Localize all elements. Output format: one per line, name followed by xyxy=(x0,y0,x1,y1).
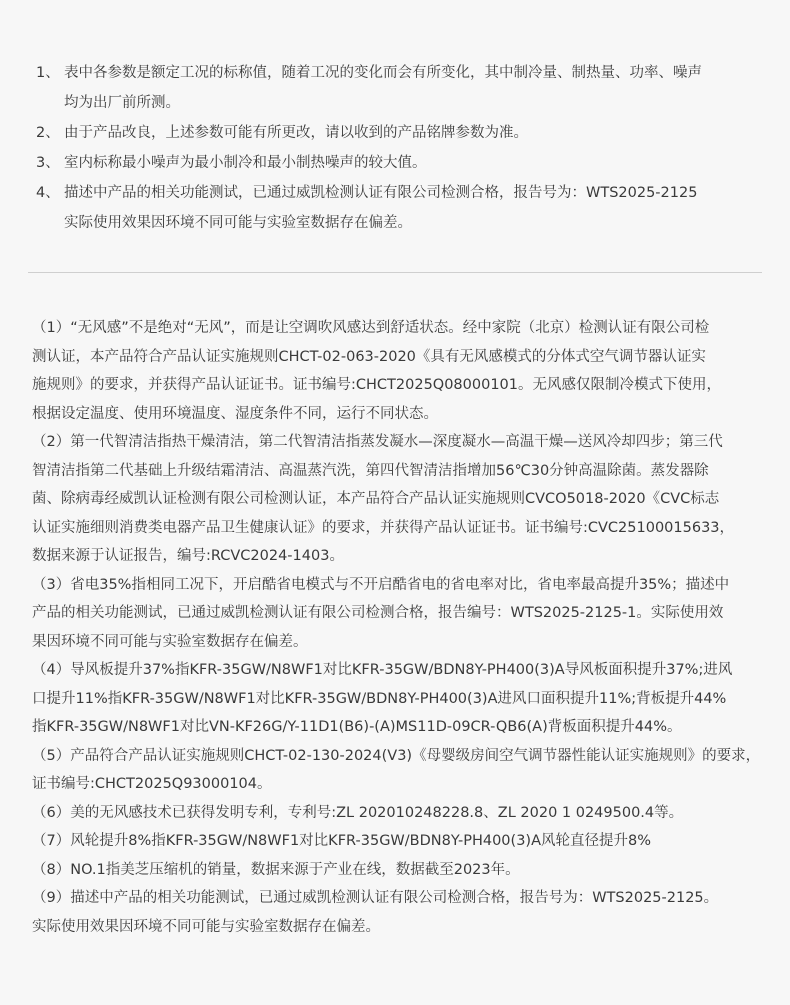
footnote-line: 产品的相关功能测试，已通过威凯检测认证有限公司检测合格，报告编号：WTS2025-2125-1。实际使用效 xyxy=(32,605,724,621)
footnote-4 xyxy=(32,656,770,742)
footnote-line: 菌、除病毒经威凯认证检测有限公司检测认证，本产品符合产品认证实施规则CVCO5018-2020《CVC标志 xyxy=(32,491,720,507)
footnote-line: 数据来源于认证报告，编号:RCVC2024-1403。 xyxy=(32,548,344,564)
note-item xyxy=(36,58,766,118)
footnote-line: （7）风轮提升8%指KFR-35GW/N8WF1对比KFR-35GW/BDN8Y-PH400(3)A风轮直径提升8% xyxy=(32,833,651,849)
notes-list xyxy=(36,58,766,238)
footnote-line: （9）描述中产品的相关功能测试，已通过威凯检测认证有限公司检测合格，报告号为：WTS2025-2125。 xyxy=(32,890,719,906)
footnote-line: 施规则》的要求，并获得产品认证证书。证书编号:CHCT2025Q08000101。无风感仅限制冷模式下使用， xyxy=(32,377,722,393)
note-item xyxy=(36,178,766,238)
footnote-line: （8）NO.1指美芝压缩机的销量，数据来源于产业在线，数据截至2023年。 xyxy=(32,861,520,878)
footnote-line: 智清洁指第二代基础上升级结霜清洁、高温蒸汽洗，第四代智清洁指增加56℃30分钟高温除菌。蒸发器除 xyxy=(32,462,709,479)
footnote-line: 果因环境不同可能与实验室数据存在偏差。 xyxy=(32,633,308,650)
footnote-7 xyxy=(32,827,770,856)
note-text: 表中各参数是额定工况的标称值，随着工况的变化而会有所变化，其中制冷量、制热量、功率、噪声 xyxy=(64,65,702,81)
footnote-line: （5）产品符合产品认证实施规则CHCT-02-130-2024(V3)《母婴级房间空气调节器性能认证实施规则》的要求， xyxy=(32,747,761,764)
note-number: 3、 xyxy=(36,155,60,171)
footnote-line: 根据设定温度、使用环境温度、湿度条件不同，运行不同状态。 xyxy=(32,405,438,422)
footnote-line: （4）导风板提升37%指KFR-35GW/N8WF1对比KFR-35GW/BDN8Y-PH400(3)A导风板面积提升37%;进风 xyxy=(32,662,733,678)
footnote-6 xyxy=(32,799,770,828)
note-text: 描述中产品的相关功能测试，已通过威凯检测认证有限公司检测合格，报告号为：WTS2025-2125 xyxy=(64,185,698,201)
footnote-line: （2）第一代智清洁指热干燥清洁，第二代智清洁指蒸发凝水—深度凝水—高温干燥—送风冷却四步；第三代 xyxy=(32,434,723,450)
footnote-line: 认证实施细则消费类电器产品卫生健康认证》的要求，并获得产品认证证书。证书编号:CVC25100015633， xyxy=(32,519,735,536)
footnote-9 xyxy=(32,884,770,941)
footnote-line: （6）美的无风感技术已获得发明专利，专利号:ZL 202010248228.8、ZL 2020 1 0249500.4等。 xyxy=(32,804,684,821)
footnote-1 xyxy=(32,314,770,428)
note-number: 2、 xyxy=(36,125,60,141)
footnote-line: 口提升11%指KFR-35GW/N8WF1对比KFR-35GW/BDN8Y-PH400(3)A进风口面积提升11%;背板提升44% xyxy=(32,690,727,707)
footnote-line: （1）“无风感”不是绝对“无风”，而是让空调吹风感达到舒适状态。经中家院（北京）检测认证有限公司检 xyxy=(32,320,710,336)
note-text: 室内标称最小噪声为最小制冷和最小制热噪声的较大值。 xyxy=(64,155,427,171)
footnote-5 xyxy=(32,742,770,799)
note-item xyxy=(36,118,766,148)
footnote-3 xyxy=(32,571,770,657)
note-continuation: 均为出厂前所测。 xyxy=(64,95,180,111)
footnote-line: （3）省电35%指相同工况下，开启酷省电模式与不开启酷省电的省电率对比，省电率最高提升35%；描述中 xyxy=(32,576,730,593)
note-continuation: 实际使用效果因环境不同可能与实验室数据存在偏差。 xyxy=(64,215,412,231)
footnote-8 xyxy=(32,856,770,885)
note-number: 4、 xyxy=(36,185,60,201)
note-item xyxy=(36,148,766,178)
section-divider xyxy=(28,272,762,273)
footnote-line: 实际使用效果因环境不同可能与实验室数据存在偏差。 xyxy=(32,918,380,935)
footnote-line: 指KFR-35GW/N8WF1对比VN-KF26G/Y-11D1(B6)-(A)MS11D-09CR-QB6(A)背板面积提升44%。 xyxy=(32,719,682,735)
footnotes-list xyxy=(32,314,770,941)
note-number: 1、 xyxy=(36,65,60,81)
footnote-line: 测认证，本产品符合产品认证实施规则CHCT-02-063-2020《具有无风感模式的分体式空气调节器认证实 xyxy=(32,348,706,365)
footnote-2 xyxy=(32,428,770,571)
note-text: 由于产品改良，上述参数可能有所更改，请以收到的产品铭牌参数为准。 xyxy=(64,125,528,141)
footnote-line: 证书编号:CHCT2025Q93000104。 xyxy=(32,776,272,792)
